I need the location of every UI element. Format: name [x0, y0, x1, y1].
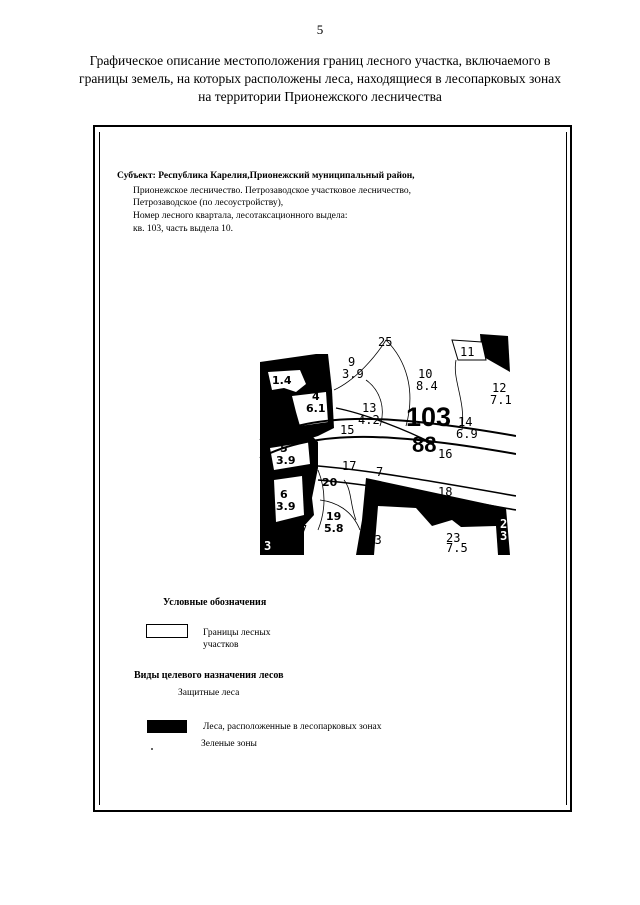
map-label-9-value: 3.9 — [342, 367, 364, 381]
map-label-13-value: 4.2 — [358, 413, 380, 427]
title-line-2: границы земель, на которых расположены леса, находящиеся в лесопарковых зонах — [79, 71, 561, 86]
legend-forest-park-label: Леса, расположенные в лесопарковых зонах — [203, 722, 382, 732]
map-label-6: 6 — [280, 488, 288, 501]
map-label-4-value: 6.1 — [306, 402, 326, 415]
map-label-21-value: 4.3 — [360, 533, 382, 547]
map-label-16: 16 — [438, 447, 453, 461]
map-label-17: 17 — [342, 459, 357, 473]
legend-boundary-swatch — [146, 624, 188, 638]
map-label-12-value: 7.1 — [490, 393, 512, 407]
map-label-11: 11 — [460, 345, 475, 359]
map-label-7-south: 7 — [300, 523, 308, 537]
forestry-line: Прионежское лесничество. Петрозаводское участковое лесничество, — [133, 186, 411, 196]
stray-mark — [151, 748, 153, 750]
quarter-number-caption: Номер лесного квартала, лесотаксационного выдела: — [133, 211, 348, 221]
map-label-24-value: 3. — [500, 529, 515, 543]
title-line-3: на территории Прионежского лесничества — [198, 89, 442, 104]
map-label-10: 10 — [418, 367, 433, 381]
page-number: 5 — [316, 22, 324, 37]
map-label-3: 3 — [264, 539, 272, 553]
title-line-1: Графическое описание местоположения границ лесного участка, включаемого в — [89, 53, 551, 68]
map-label-25: 25 — [378, 335, 393, 349]
legend-boundary-label: Границы лесных участков — [203, 628, 271, 650]
map-label-1: 1.4 — [272, 374, 292, 387]
legend-forest-park-swatch — [147, 720, 187, 733]
forest-types-title: Виды целевого назначения лесов — [134, 670, 284, 681]
subject-line: Субъект: Республика Карелия,Прионежский муниципальный район, — [117, 171, 415, 181]
map-label-19-value: 5.8 — [324, 522, 344, 535]
map-label-9: 9 — [348, 355, 356, 369]
map-label-20: 20 — [322, 476, 338, 489]
map-label-24: 24 — [500, 517, 515, 531]
legend-protective-label: Защитные леса — [178, 688, 240, 698]
map-label-13: 13 — [362, 401, 377, 415]
forest-plot-map-svg — [256, 330, 516, 555]
map-label-5: 5 — [280, 442, 288, 455]
map-label-23: 23 — [446, 531, 461, 545]
map-label-18: 18 — [438, 485, 453, 499]
document-title — [70, 52, 570, 106]
map-label-7-north: 7 — [376, 465, 384, 479]
map-label-14: 14 — [458, 415, 473, 429]
map-label-21: 21 — [360, 523, 375, 537]
forest-plot-map — [256, 330, 516, 555]
quarter-number: 103 — [406, 402, 452, 432]
legend-green-zones-label: Зеленые зоны — [201, 739, 257, 749]
map-label-15: 15 — [340, 423, 355, 437]
cutout-parcel-6 — [274, 476, 304, 522]
parcel-number: 88 — [412, 432, 437, 457]
map-label-19: 19 — [326, 510, 342, 523]
map-label-5-value: 3.9 — [276, 454, 296, 467]
map-label-4: 4 — [312, 390, 320, 403]
map-label-10-value: 8.4 — [416, 379, 438, 393]
map-label-14-value: 6.9 — [456, 427, 478, 441]
map-label-12: 12 — [492, 381, 507, 395]
district-line: Петрозаводское (по лесоустройству), — [133, 198, 284, 208]
quarter-number-line: кв. 103, часть выдела 10. — [133, 224, 234, 234]
map-label-6-value: 3.9 — [276, 500, 296, 513]
legend-title: Условные обозначения — [163, 597, 267, 608]
map-label-23-value: 7.5 — [446, 541, 468, 555]
